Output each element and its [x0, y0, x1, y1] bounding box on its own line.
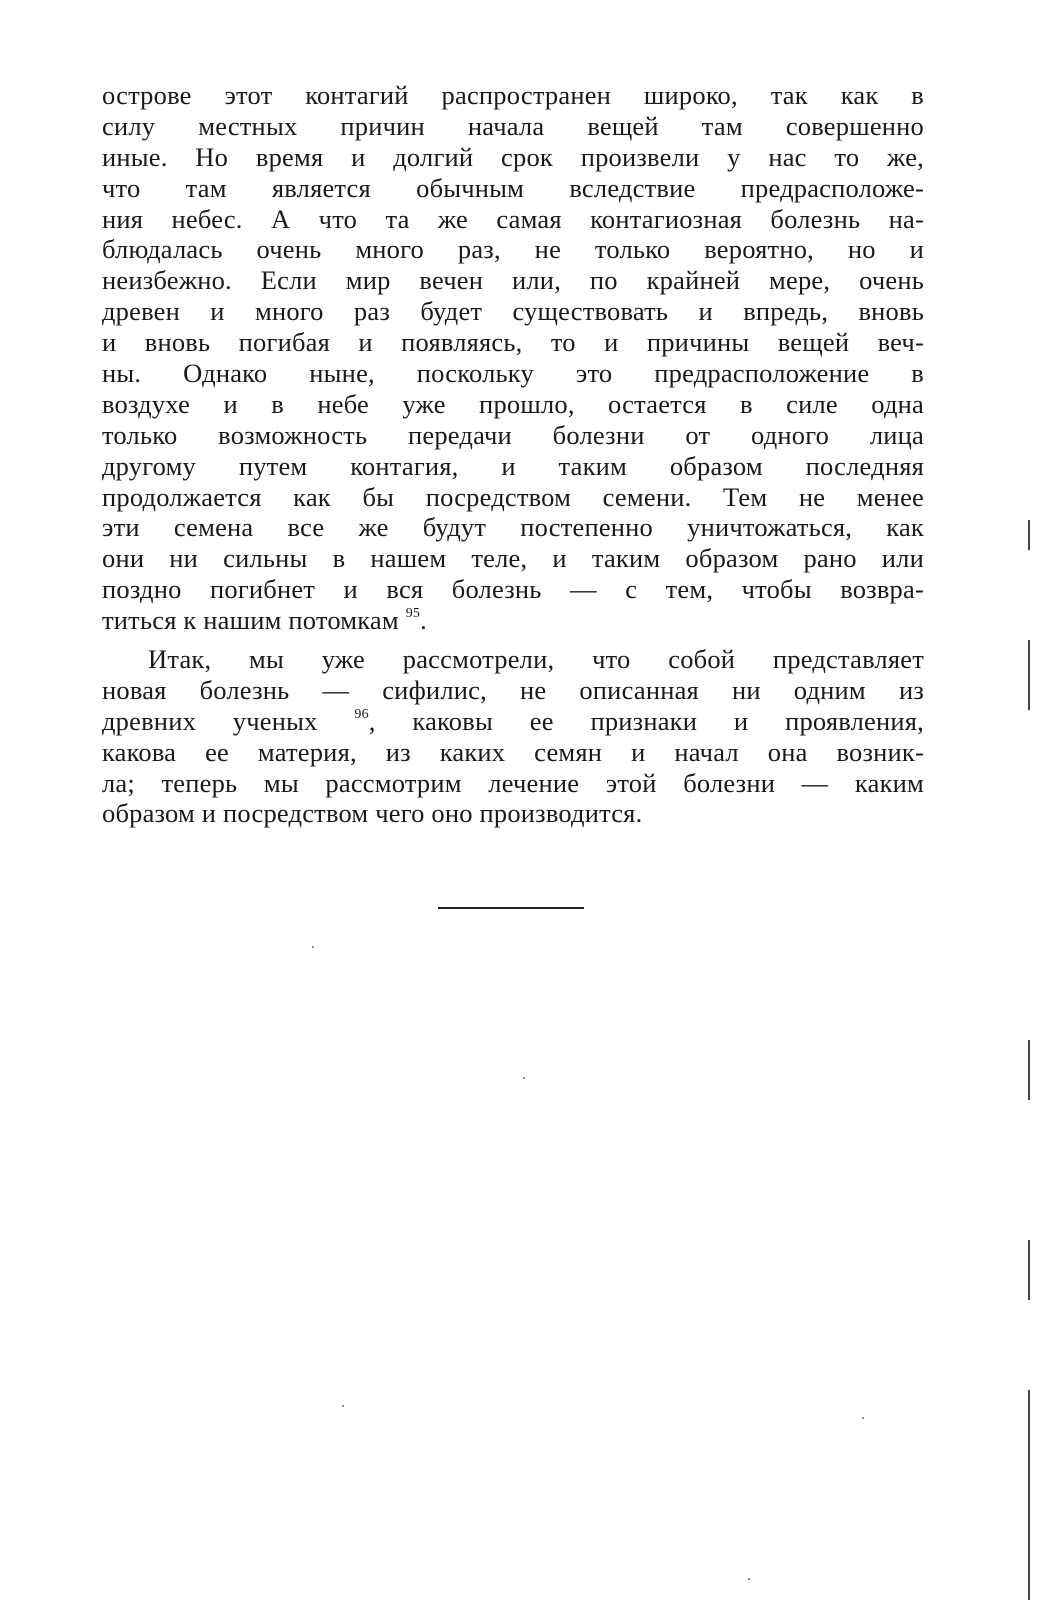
text-line: образом и посредством чего оно производится.: [102, 798, 643, 829]
scan-speck: [342, 1405, 344, 1407]
text-line-with-footnote: [102, 706, 924, 737]
text-line: они ни сильны в нашем теле, и таким образом рано или: [102, 543, 924, 574]
text-line: другому путем контагия, и таким образом последняя: [102, 450, 924, 481]
paragraph-1: [102, 80, 924, 636]
end-punct: .: [420, 605, 427, 636]
text-line: Итак, мы уже рассмотрели, что собой представляет: [148, 644, 924, 675]
text-fragment: титься к нашим потомкам: [102, 605, 399, 636]
scan-speck: [862, 1417, 864, 1419]
text-line: иные. Но время и долгий срок произвели у нас то же,: [102, 141, 924, 172]
scan-edge-mark: [1028, 640, 1030, 710]
text-line-last: [102, 605, 924, 636]
text-line: новая болезнь — сифилис, не описанная ни одним из: [102, 674, 924, 705]
text-line: острове этот контагий распространен широко, так как в: [102, 80, 924, 110]
text-line: ния небес. А что та же самая контагиозная болезнь на-: [102, 203, 924, 234]
footnote-ref-96: 96: [354, 706, 369, 722]
scan-edge-mark: [1028, 1040, 1030, 1100]
text-line: древен и много раз будет существовать и впредь, вновь: [102, 296, 924, 327]
text-line: какова ее материя, из каких семян и начал она возник-: [102, 736, 924, 767]
text-line: ны. Однако ныне, поскольку это предрасположение в: [102, 358, 924, 389]
text-line: силу местных причин начала вещей там совершенно: [102, 110, 924, 141]
section-end-rule: [438, 907, 584, 909]
scan-edge-mark: [1028, 1240, 1030, 1300]
text-line: воздухе и в небе уже прошло, остается в силе одна: [102, 388, 924, 419]
footnote-ref-95: 95: [405, 606, 421, 622]
text-line: эти семена все же будут постепенно уничтожаться, как: [102, 512, 924, 543]
text-line: что там является обычным вследствие предрасположе-: [102, 172, 924, 203]
scan-speck: [312, 946, 314, 948]
scan-edge-mark: [1028, 1390, 1030, 1600]
text-line: неизбежно. Если мир вечен или, по крайней мере, очень: [102, 265, 924, 296]
paragraph-gap: [102, 636, 924, 644]
text-fragment: древних ученых: [102, 705, 318, 736]
text-line: блюдалась очень много раз, не только вероятно, но и: [102, 234, 924, 265]
text-line: только возможность передачи болезни от одного лица: [102, 419, 924, 450]
body-text: [102, 80, 924, 829]
text-fragment: , каковы ее признаки и проявления,: [368, 705, 924, 736]
scan-speck: [748, 1578, 750, 1580]
text-line: ла; теперь мы рассмотрим лечение этой болезни — каким: [102, 767, 924, 798]
text-line: и вновь погибая и появляясь, то и причины вещей веч-: [102, 327, 924, 358]
text-line: поздно погибнет и вся болезнь — с тем, чтобы возвра-: [102, 574, 924, 605]
scan-speck: [523, 1077, 525, 1079]
text-line: продолжается как бы посредством семени. Тем не менее: [102, 481, 924, 512]
paragraph-2: [102, 644, 924, 829]
scan-edge-mark: [1028, 520, 1030, 550]
